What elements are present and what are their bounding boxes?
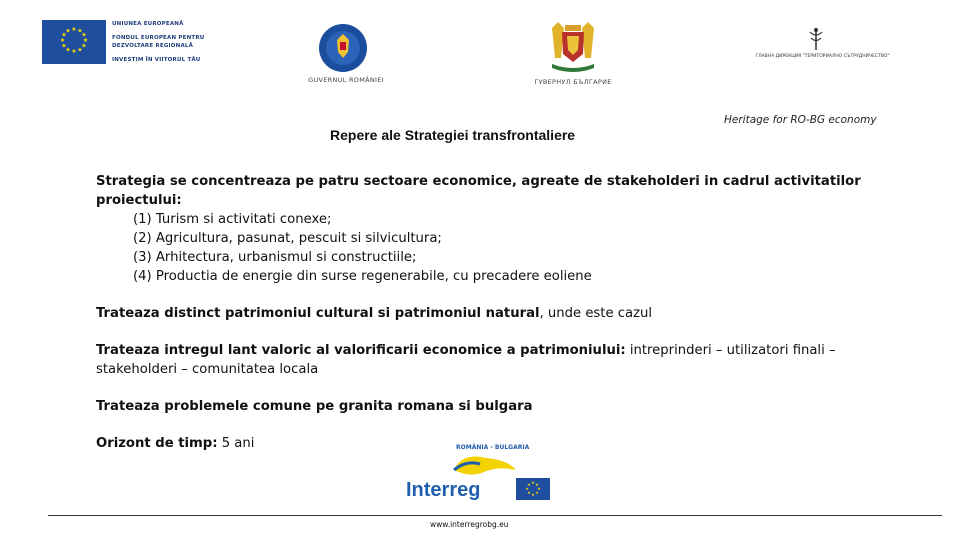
time-horizon-bold: Orizont de timp: (96, 436, 218, 451)
svg-text:★: ★ (527, 482, 531, 487)
eu-line: FONDUL EUROPEAN PENTRU (112, 35, 205, 41)
svg-text:★: ★ (535, 490, 539, 495)
main-content (96, 172, 886, 453)
eu-stars-icon (42, 20, 106, 64)
agency-name: ГЛАВНА ДИРЕКЦИЯ "ТЕРИТОРИАЛНО СЪТРУДНИЧЕСТВО" (755, 54, 890, 59)
svg-text:★: ★ (81, 42, 87, 50)
footer-divider (48, 515, 942, 516)
svg-text:★: ★ (59, 37, 66, 44)
tagline: Heritage for RO-BG economy (724, 114, 877, 126)
romania-government-label: GUVERNUL ROMÂNIEI (308, 76, 384, 84)
sector-list-item: (4) Productia de energie din surse regenerabile, cu precadere eoliene (133, 269, 592, 284)
heritage-rest: , unde este cazul (539, 306, 653, 321)
eu-line: INVESTIM ÎN VIITORUL TĂU (112, 57, 201, 63)
value-chain-paragraph (96, 341, 886, 379)
romania-government-crest-icon (318, 22, 368, 76)
interreg-logo (404, 438, 554, 504)
svg-text:★: ★ (65, 46, 71, 54)
svg-text:★: ★ (537, 486, 541, 491)
svg-text:★: ★ (82, 37, 89, 44)
bulgaria-coat-of-arms-icon (538, 18, 608, 78)
footer-url: www.interregrobg.eu (430, 520, 509, 529)
time-horizon-rest: 5 ani (217, 436, 255, 451)
eu-flag-logo (42, 20, 106, 64)
svg-text:★: ★ (77, 27, 83, 35)
value-chain-bold: Trateaza intregul lant valoric al valorificarii economice a patrimoniului: (96, 343, 626, 358)
heritage-bold: Trateaza distinct patrimoniul cultural si patrimoniul natural (96, 306, 540, 321)
svg-text:★: ★ (81, 31, 87, 39)
sector-list-item: (1) Turism si activitati conexe; (133, 212, 332, 227)
interreg-logo-icon (404, 438, 554, 504)
svg-text:★: ★ (61, 42, 67, 50)
svg-text:★: ★ (77, 46, 83, 54)
svg-text:★: ★ (531, 480, 535, 485)
svg-text:★: ★ (71, 48, 77, 55)
heritage-paragraph (96, 304, 886, 323)
sector-list-item: (3) Arhitectura, urbanismul si constructiile; (133, 250, 417, 265)
svg-text:★: ★ (525, 486, 529, 491)
svg-text:★: ★ (527, 490, 531, 495)
interreg-banner: ROMÂNIA - BULGARIA (456, 444, 530, 451)
agency-emblem-icon (806, 26, 826, 52)
eu-line: UNIUNEA EUROPEANĂ (112, 21, 184, 27)
svg-text:★: ★ (531, 492, 535, 497)
bulgaria-government-label: ГУВЕРНУЛ БЪЛГАРИЕ (534, 78, 612, 86)
sector-list-item: (2) Agricultura, pasunat, pescuit si silvicultura; (133, 231, 442, 246)
eu-line: DEZVOLTARE REGIONALĂ (112, 43, 194, 49)
page-title: Repere ale Strategiei transfrontaliere (330, 127, 576, 143)
svg-text:★: ★ (61, 31, 67, 39)
interreg-wordmark: Interreg (406, 479, 481, 501)
value-chain-rest: intreprinderi – utilizatori finali – stakeholderi – comunitatea locala (96, 343, 836, 377)
svg-text:★: ★ (535, 482, 539, 487)
eu-logo-text (112, 20, 204, 64)
intro-paragraph: Strategia se concentreaza pe patru sectoare economice, agreate de stakeholderi in cadrul activitatilor proiectului: (96, 174, 861, 208)
svg-text:★: ★ (71, 26, 77, 33)
border-issues-paragraph: Trateaza problemele comune pe granita romana si bulgara (96, 399, 533, 414)
svg-text:★: ★ (65, 27, 71, 35)
